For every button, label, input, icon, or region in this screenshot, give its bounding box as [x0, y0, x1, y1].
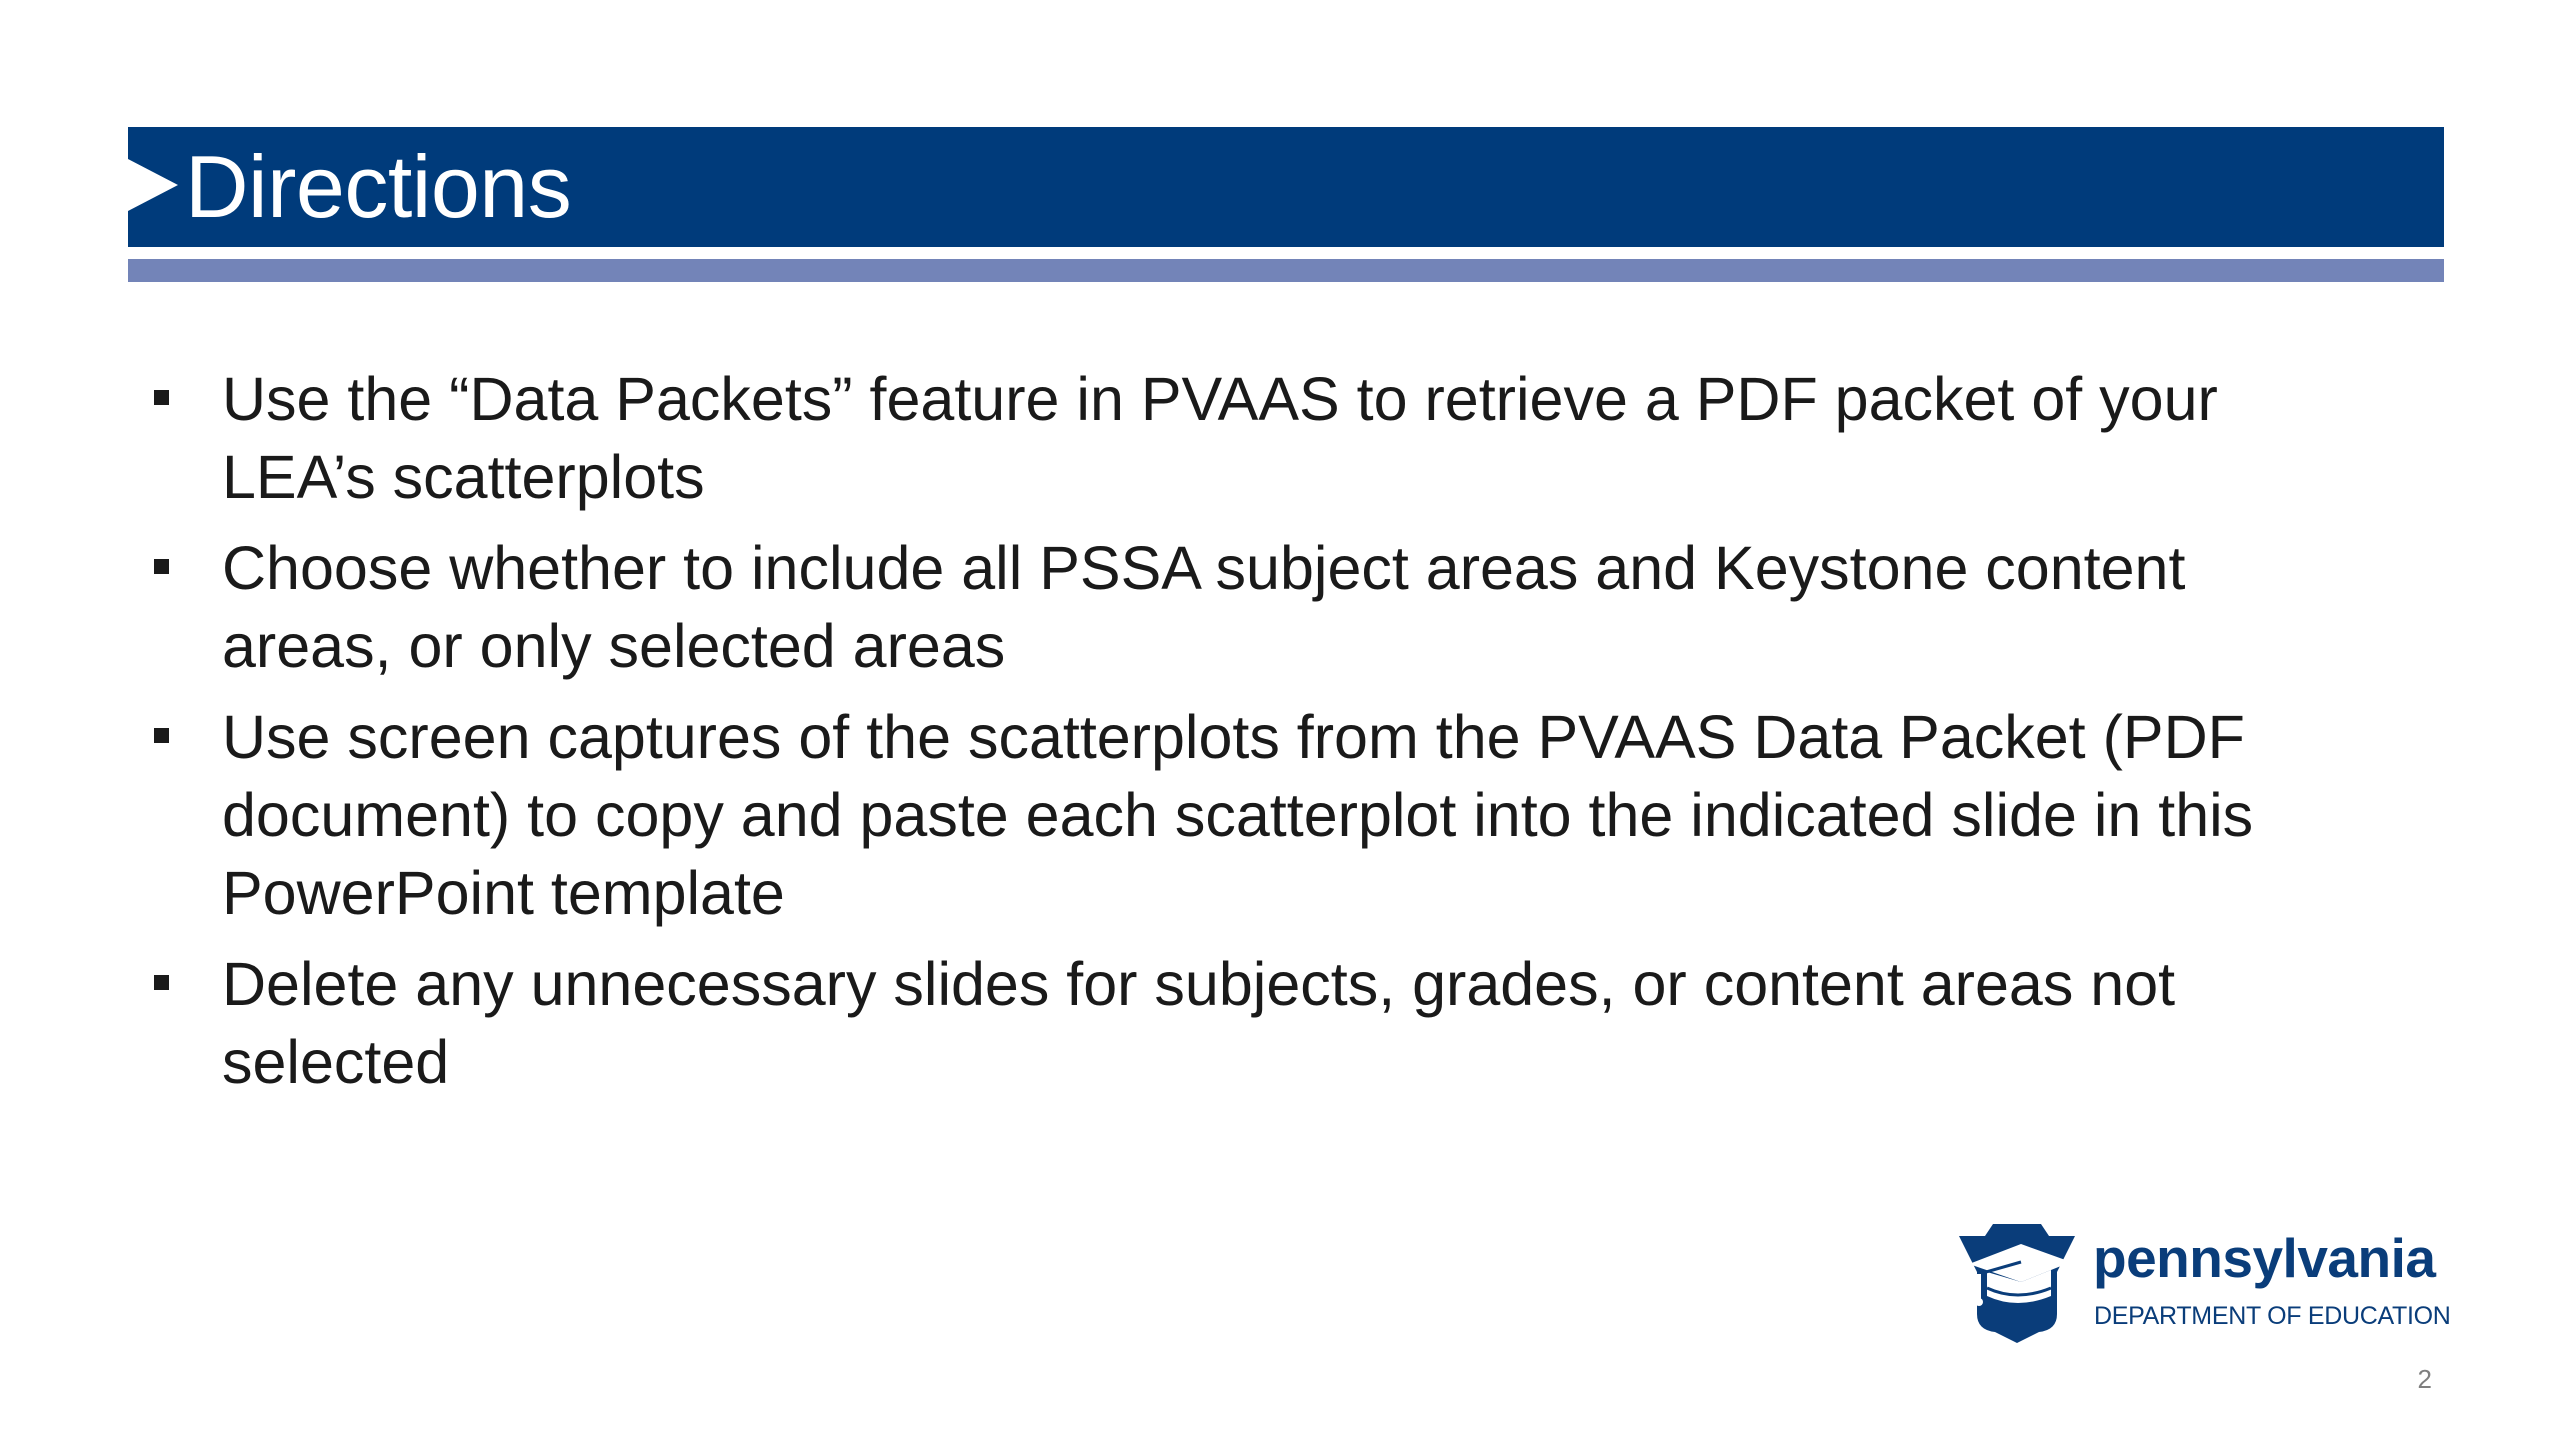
- title-underline: [128, 259, 2444, 282]
- list-item: [150, 945, 2310, 1101]
- square-bullet-icon: [154, 559, 169, 574]
- title-bar: [128, 127, 2444, 247]
- logo-department: DEPARTMENT OF EDUCATION: [2094, 1302, 2451, 1330]
- keystone-graduation-cap-icon: [1955, 1222, 2079, 1344]
- list-item: [150, 360, 2310, 516]
- logo-name: pennsylvania: [2093, 1227, 2436, 1289]
- list-item: [150, 698, 2310, 932]
- slide-title: Directions: [185, 137, 572, 236]
- title-arrow-icon: [128, 159, 178, 211]
- square-bullet-icon: [154, 975, 169, 990]
- bullet-text: Use screen captures of the scatterplots from the PVAAS Data Packet (PDF document) to copy and paste each scatterplot into the indicated slide in this PowerPoint template: [222, 703, 2254, 927]
- list-item: [150, 529, 2310, 685]
- bullet-text: Choose whether to include all PSSA subject areas and Keystone content areas, or only selected areas: [222, 534, 2186, 680]
- pa-department-of-education-logo: [1955, 1222, 2455, 1347]
- page-number: 2: [2417, 1364, 2432, 1394]
- square-bullet-icon: [154, 390, 169, 405]
- bullet-text: Delete any unnecessary slides for subjects, grades, or content areas not selected: [222, 950, 2176, 1096]
- bullet-list: [150, 360, 2310, 1114]
- bullet-text: Use the “Data Packets” feature in PVAAS to retrieve a PDF packet of your LEA’s scatterplots: [222, 365, 2218, 511]
- square-bullet-icon: [154, 728, 169, 743]
